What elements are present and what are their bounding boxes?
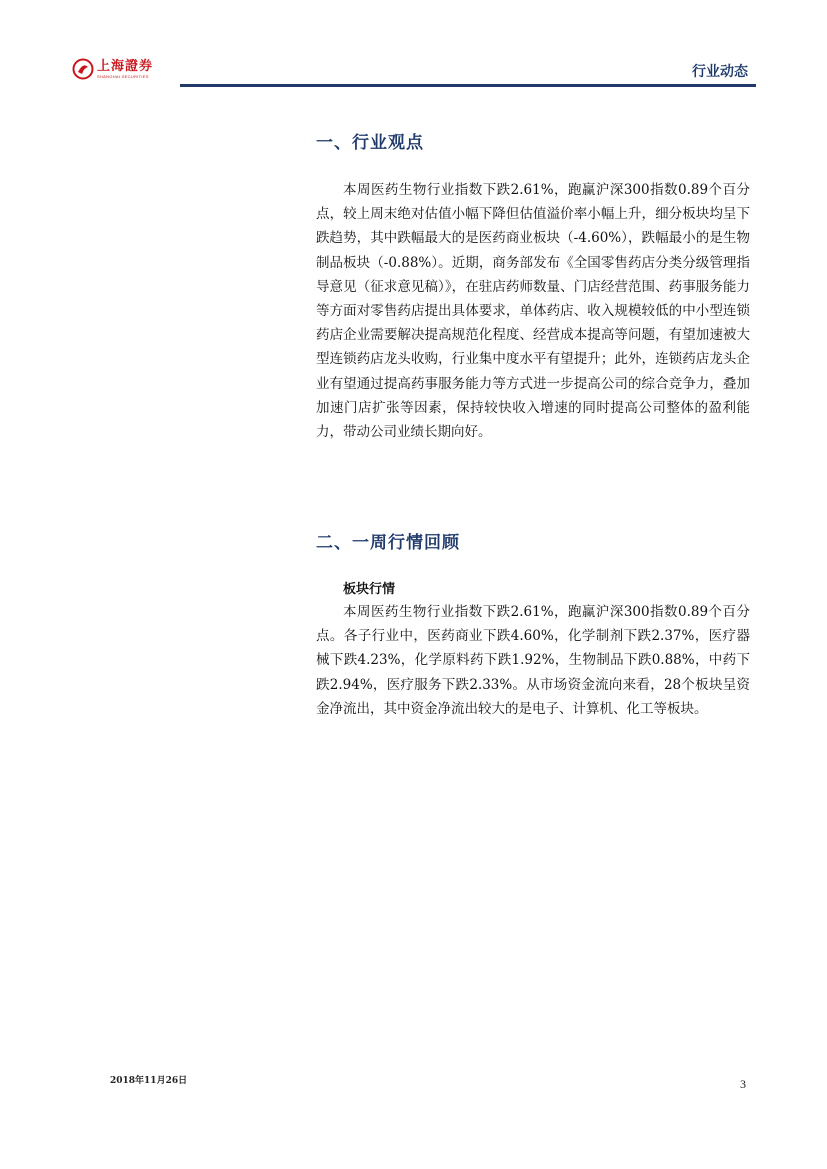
page-number: 3 [740,1077,746,1091]
weekly-review-paragraph: 本周医药生物行业指数下跌2.61%，跑赢沪深300指数0.89个百分点。各子行业中，医药商业下跌4.60%，化学制剂下跌2.37%，医疗器械下跌4.23%，化学原料药下跌1.92%，生物制品下跌0.88%，中药下跌2.94%，医疗服务下跌2.33%。从市场资金流向来看，28个板块呈资金净流出，其中资金净流出较大的是电子、计算机、化工等板块。 [316,604,750,717]
subheading-sector-market: 板块行情 [343,582,396,597]
section-heading-industry-view: 一、行业观点 [316,133,424,153]
logo-emblem-icon [72,58,94,80]
section-heading-weekly-review: 二、一周行情回顾 [316,533,460,553]
logo-chinese-text: 上海證券 [97,59,154,74]
logo-english-text: SHANGHAI SECURITIES [97,74,149,79]
report-type-label: 行业动态 [692,64,748,80]
footer-date: 2018年11月26日 [110,1076,188,1086]
industry-view-paragraph: 本周医药生物行业指数下跌2.61%，跑赢沪深300指数0.89个百分点，较上周末绝对估值小幅下降但估值溢价率小幅上升，细分板块均呈下跌趋势，其中跌幅最大的是医药商业板块（-4.60%），跌幅最小的是生物制品板块（-0.88%）。近期，商务部发布《全国零售药店分类分级管理指导意见（征求意见稿）》，在驻店药师数量、门店经营范围、药事服务能力等方面对零售药店提出具体要求，单体药店、收入规模较低的中小型连锁药店企业需要解决提高规范化程度、经营成本提高等问题，有望加速被大型连锁药店龙头收购，行业集中度水平有望提升；此外，连锁药店龙头企业有望通过提高药事服务能力等方式进一步提高公司的综合竞争力，叠加加速门店扩张等因素，保持较快收入增速的同时提高公司整体的盈利能力，带动公司业绩长期向好。 [316,182,750,441]
company-logo [72,58,153,80]
header-rule [180,84,756,87]
page-header [70,56,758,90]
